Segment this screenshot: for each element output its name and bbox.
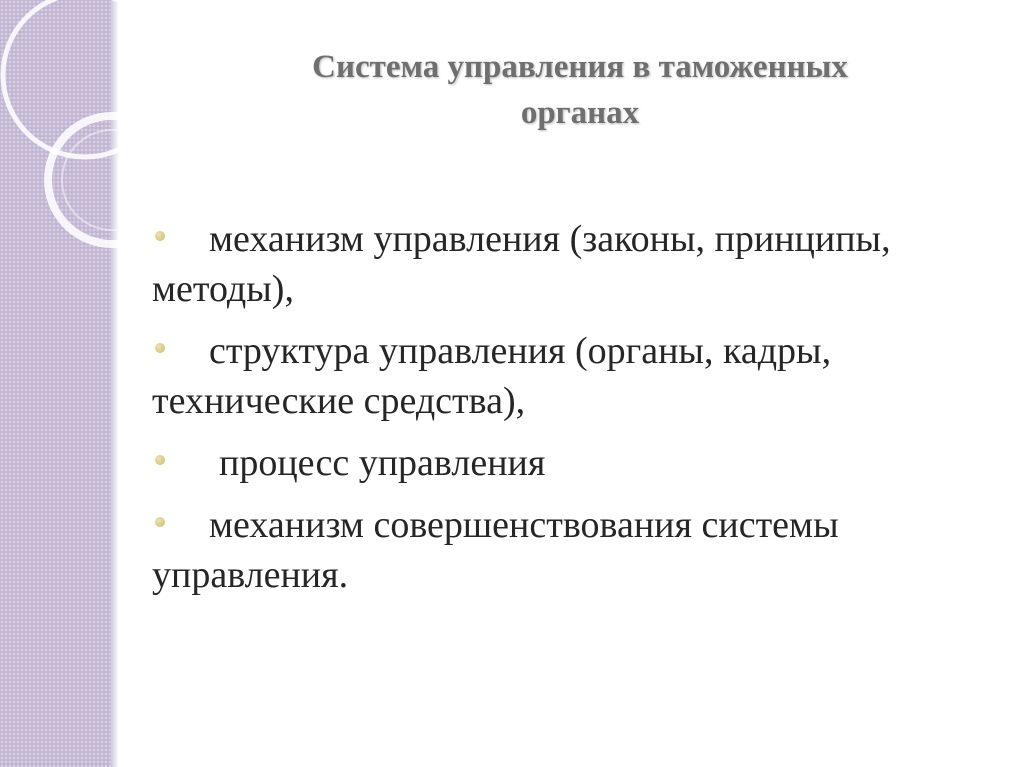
bullet-item-improvement — [152, 500, 992, 600]
bullet-dot-icon — [155, 343, 165, 353]
bullet-text: процесс управления — [219, 442, 546, 484]
bullet-item-structure — [152, 326, 992, 426]
slide-title — [200, 44, 960, 136]
slide-title-line-1: Система управления в таможенных — [312, 49, 848, 85]
bullet-text: структура управления (органы, кадры, технические средства), — [152, 330, 832, 422]
bullet-text: механизм совершенствования системы управления. — [152, 504, 839, 596]
bullet-text: механизм управления (законы, принципы, методы), — [152, 218, 891, 310]
slide-title-line-2: органах — [520, 95, 640, 131]
bullet-dot-icon — [155, 455, 165, 465]
bullet-item-mechanism — [152, 214, 992, 314]
bullet-dot-icon — [155, 231, 165, 241]
bullet-dot-icon — [155, 517, 165, 527]
bullet-item-process — [152, 438, 992, 488]
bullet-list — [152, 214, 992, 612]
